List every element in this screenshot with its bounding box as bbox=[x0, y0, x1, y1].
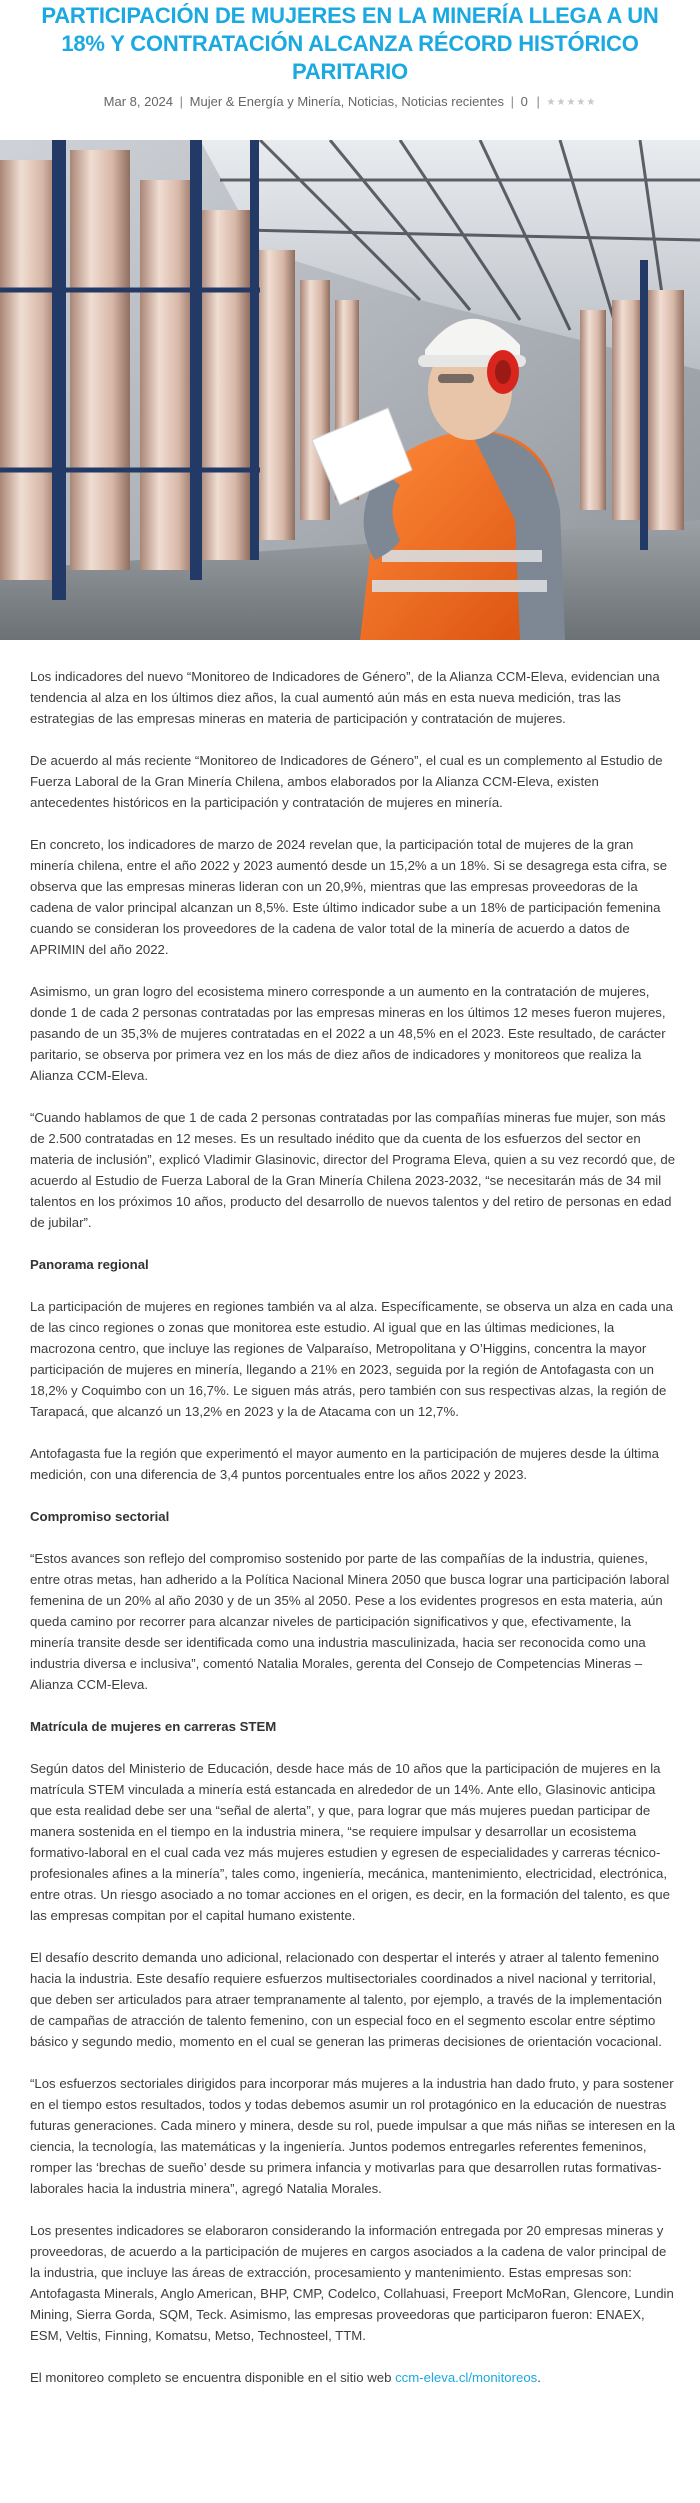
post-header bbox=[0, 0, 700, 113]
article-paragraph: Según datos del Ministerio de Educación, desde hace más de 10 años que la participación de mujeres en la matrícula STEM vinculada a minería está estancada en alrededor de un 14%. Ante ello, Glasinovic anticipa que esta realidad debe ser una “señal de alerta”, y que, para lograr que más mujeres puedan participar de manera sostenida en el tiempo en la industria minera, “se requiere impulsar y desarrollar un ecosistema formativo-laboral en el cual cada vez más mujeres estudien y egresen de especialidades y carreras técnico-profesionales afines a la minería”, tales como, ingeniería, mecánica, mantenimiento, electricidad, electrónica, entre otras. Un riesgo asociado a no tomar acciones en el origen, es decir, en la formación del talento, es que las empresas compitan por el capital humano existente. bbox=[30, 1761, 670, 1923]
monitoreos-link[interactable]: ccm-eleva.cl/monitoreos bbox=[395, 2370, 538, 2385]
article-paragraph: El desafío descrito demanda uno adicional, relacionado con despertar el interés y atraer al talento femenino hacia la industria. Este desafío requiere esfuerzos multisectoriales coordinados a nivel nacional y territorial, que deben ser articulados para atraer tempranamente al talento, por ejemplo, a través de la implementación de campañas de atracción de talento femenino, con un especial foco en el segmento escolar entre séptimo básico y segundo medio, momento en el cual se generan las primeras decisiones de orientación vocacional. bbox=[30, 1950, 662, 2049]
star-icon: ★ bbox=[576, 97, 587, 108]
article-paragraph: “Estos avances son reflejo del compromiso sostenido por parte de las compañías de la industria, quienes, entre otras metas, han adherido a la Política Nacional Minera 2050 que busca lograr una participación laboral femenina de un 20% al año 2030 y de un 35% al 2050. Pese a los evidentes progresos en esta materia, aún queda camino por recorrer para alcanzar niveles de participación significativos y que, efectivamente, la minería transite desde ser identificada como una industria masculinizada, hacia ser reconocida como una industria diversa e inclusiva”, comentó Natalia Morales, gerenta del Consejo de Competencias Mineras – Alianza CCM-Eleva. bbox=[30, 1551, 670, 1692]
article-paragraph: “Cuando hablamos de que 1 de cada 2 personas contratadas por las compañías mineras fue mujer, son más de 2.500 contratadas en 12 meses. Es un resultado inédito que da cuenta de los esfuerzos del sector en materia de inclusión”, explicó Vladimir Glasinovic, director del Programa Eleva, quien a su vez recordó que, de acuerdo al Estudio de Fuerza Laboral de la Gran Minería Chilena 2023-2032, “se necesitarán más de 34 mil talentos en los próximos 10 años, producto del desarrollo de nuevos talentos y del retiro de personas en edad de jubilar”. bbox=[30, 1110, 676, 1230]
meta-separator: | bbox=[179, 94, 184, 109]
star-icon: ★ bbox=[546, 97, 557, 108]
comments-link[interactable] bbox=[521, 94, 534, 109]
hero-image bbox=[0, 140, 700, 640]
article-body bbox=[30, 666, 678, 2409]
article-paragraph: Asimismo, un gran logro del ecosistema minero corresponde a un aumento en la contratación de mujeres, donde 1 de cada 2 personas contratadas por las empresas mineras en los últimos 12 meses fueron mujeres, pasando de un 35,3% de mujeres contratadas en el 2022 a un 48,5% en el 2023. Este resultado, de carácter paritario, se observa por primera vez en los más de diez años de indicadores y monitoreos que realiza la Alianza CCM-Eleva. bbox=[30, 984, 666, 1083]
article-paragraph: De acuerdo al más reciente “Monitoreo de Indicadores de Género”, el cual es un complemento al Estudio de Fuerza Laboral de la Gran Minería Chilena, ambos elaborados por la Alianza CCM-Eleva, existen antecedentes históricos en la participación y contratación de mujeres en minería. bbox=[30, 753, 663, 810]
closing-paragraph bbox=[30, 2367, 678, 2388]
article-paragraph: La participación de mujeres en regiones también va al alza. Específicamente, se observa un alza en cada una de las cinco regiones o zonas que monitorea este estudio. Al igual que en las últimas mediciones, la macrozona centro, que incluye las regiones de Valparaíso, Metropolitana y O’Higgins, concentra la mayor participación de mujeres en minería, llegando a 21% en 2023, seguida por la región de Antofagasta con un 18,2% y Coquimbo con un 16,7%. Le siguen más atrás, pero también con sus respectivas alzas, la región de Tarapacá, que alcanzó un 13,2% en 2023 y la de Atacama con un 12,7%. bbox=[30, 1299, 673, 1419]
post-title: PARTICIPACIÓN DE MUJERES EN LA MINERÍA LLEGA A UN 18% Y CONTRATACIÓN ALCANZA RÉCORD HISTÓRICO PARITARIO bbox=[41, 3, 659, 84]
article-paragraph: “Los esfuerzos sectoriales dirigidos para incorporar más mujeres a la industria han dado fruto, y para sostener en el tiempo estos resultados, todos y todas debemos asumir un rol protagónico en la educación de nuestras futuras generaciones. Cada minero y minera, desde su rol, puede impulsar a que más niñas se interesen en la ciencia, la tecnología, las matemáticas y la ingeniería. Juntos podemos entregarles referentes femeninos, romper las ‘brechas de sueño’ desde su primera infancia y motivarlas para que desarrollen rutas formativas-laborales hacia la industria minera”, agregó Natalia Morales. bbox=[30, 2076, 676, 2196]
article-paragraph: Los presentes indicadores se elaboraron considerando la información entregada por 20 empresas mineras y proveedoras, de acuerdo a la participación de mujeres en cargos asociados a la cadena de valor principal de la industria, que incluye las áreas de extracción, procesamiento y mantenimiento. Estas empresas son: Antofagasta Minerals, Anglo American, BHP, CMP, Codelco, Collahuasi, Freeport McMoRan, Glencore, Lundin Mining, Sierra Gorda, SQM, Teck. Asimismo, las empresas proveedoras que participaron fueron: ENAEX, ESM, Veltis, Finning, Komatsu, Metso, Technosteel, TTM. bbox=[30, 2223, 674, 2343]
star-icon: ★ bbox=[566, 97, 577, 108]
meta-separator: | bbox=[510, 94, 515, 109]
category-link-noticias-recientes[interactable]: Noticias recientes bbox=[401, 94, 504, 109]
meta-separator: | bbox=[536, 94, 540, 109]
hero-illustration bbox=[0, 140, 700, 640]
star-icon: ★ bbox=[586, 97, 597, 108]
section-heading: Matrícula de mujeres en carreras STEM bbox=[30, 1719, 277, 1734]
article-paragraph: Los indicadores del nuevo “Monitoreo de Indicadores de Género”, de la Alianza CCM-Eleva, evidencian una tendencia al alza en los últimos diez años, la cual aumentó aún más en esta nueva medición, tras las estrategias de las empresas mineras en materia de participación y contratación de mujeres. bbox=[30, 669, 660, 726]
comment-count: 0 bbox=[520, 94, 528, 109]
section-heading: Compromiso sectorial bbox=[30, 1509, 170, 1524]
closing-suffix: . bbox=[537, 2370, 541, 2385]
category-link-mujer-energia-mineria[interactable]: Mujer & Energía y Minería bbox=[189, 94, 341, 109]
closing-prefix: El monitoreo completo se encuentra disponible en el sitio web bbox=[30, 2370, 396, 2385]
section-heading: Panorama regional bbox=[30, 1257, 149, 1272]
rating-stars[interactable] bbox=[547, 97, 597, 108]
post-meta: Mar 8, 2024 | Mujer & Energía y Minería, Noticias, Noticias recientes | 0 | ★★★★★ bbox=[103, 94, 597, 109]
article-paragraph: En concreto, los indicadores de marzo de 2024 revelan que, la participación total de mujeres de la gran minería chilena, entre el año 2022 y 2023 aumentó desde un 15,2% a un 18%. Si se desagrega esta cifra, se observa que las empresas mineras lideran con un 20,9%, mientras que las empresas proveedoras de la cadena de valor principal alcanzan un 8,5%. Este último indicador sube a un 18% de participación femenina cuando se consideran los proveedores de la cadena de valor total de la minería de acuerdo a datos de APRIMIN del año 2022. bbox=[30, 837, 668, 957]
post-date: Mar 8, 2024 bbox=[103, 94, 174, 109]
article-paragraph: Antofagasta fue la región que experimentó el mayor aumento en la participación de mujeres desde la última medición, con una diferencia de 3,4 puntos porcentuales entre los años 2022 y 2023. bbox=[30, 1446, 659, 1482]
category-link-noticias[interactable]: Noticias bbox=[347, 94, 395, 109]
star-icon: ★ bbox=[556, 97, 567, 108]
